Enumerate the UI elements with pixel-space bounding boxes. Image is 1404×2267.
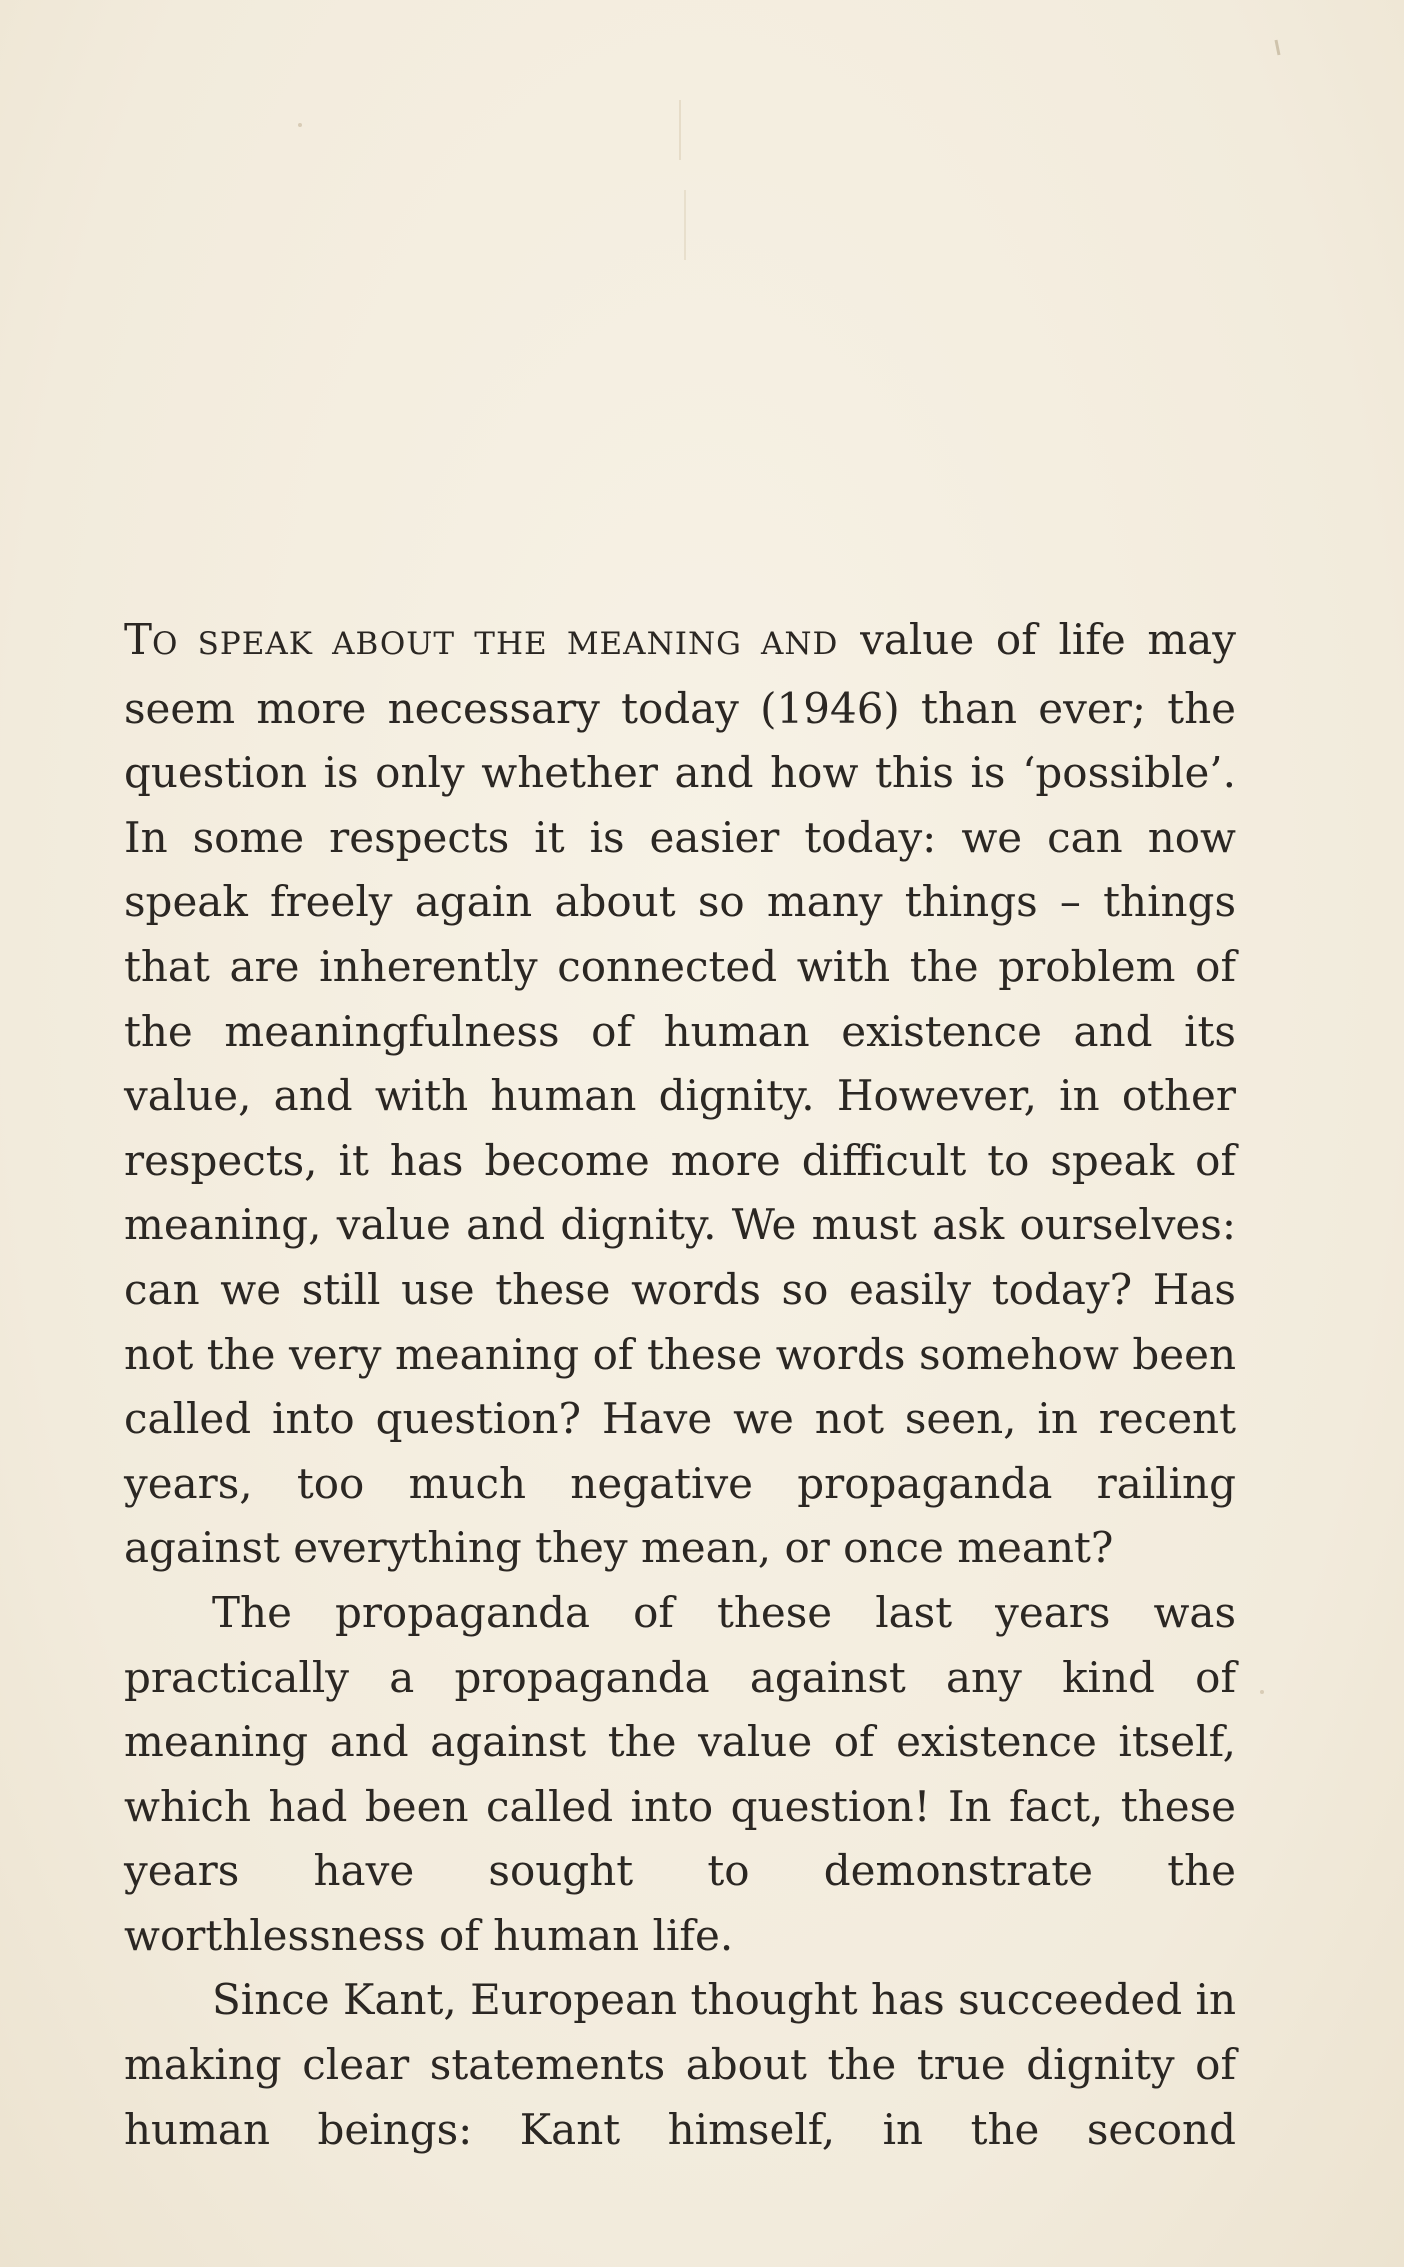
paragraph-2: The propaganda of these last years was practically a propaganda against any kind of meaning and against the value of existence itself, which had been called into question! In fact, these years have sought to demonstrate the worthlessness of human life. [124, 1587, 1236, 1960]
body-text [124, 608, 1236, 2162]
paragraph-1 [124, 608, 1236, 1581]
lead-small-caps: O SPEAK ABOUT THE MEANING AND [152, 626, 839, 662]
paragraph-3: Since Kant, European thought has succeeded in making clear statements about the true dignity of human beings: Kant himself, in the second [124, 1975, 1236, 2154]
paragraph-1-text: value of life may seem more necessary today (1946) than ever; the question is only whether and how this is ‘possible’. In some respects it is easier today: we can now speak freely again about so many things – things that are inherently connected with the problem of the meaningfulness of human existence and its value, and with human dignity. However, in other respects, it has become more difficult to speak of meaning, value and dignity. We must ask ourselves: can we still use these words so easily today? Has not the very meaning of these words somehow been called into question? Have we not seen, in recent years, too much negative propaganda railing against everything they mean, or once meant? [124, 615, 1237, 1573]
lead-capital: T [124, 615, 153, 664]
